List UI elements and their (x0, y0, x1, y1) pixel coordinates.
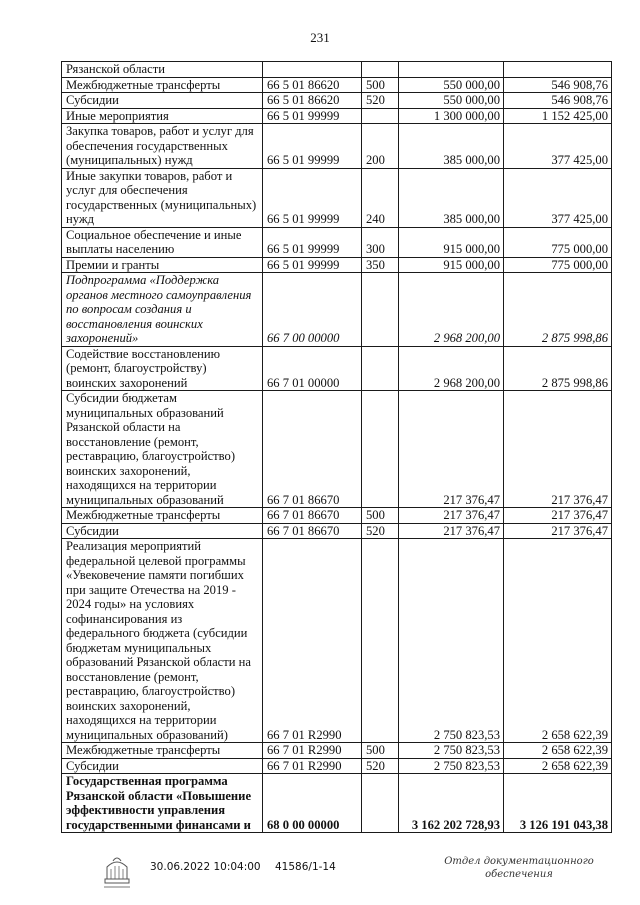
table-row (62, 391, 612, 508)
row-fact-cell: 775 000,00 (504, 257, 612, 273)
row-code-cell: 66 5 01 99999 (263, 227, 362, 257)
seal-emblem-icon (100, 849, 134, 889)
row-name-cell: Рязанской области (62, 62, 263, 78)
row-plan-cell: 1 300 000,00 (399, 108, 504, 124)
row-code-cell: 66 5 01 99999 (263, 168, 362, 227)
table-body (62, 62, 612, 833)
row-plan-cell (399, 62, 504, 78)
row-name-cell: Субсидии (62, 758, 263, 774)
table-row (62, 124, 612, 169)
row-code-cell: 66 7 01 R2990 (263, 743, 362, 759)
row-code-cell: 66 5 01 99999 (263, 124, 362, 169)
page-footer (0, 849, 640, 905)
row-plan-cell: 550 000,00 (399, 93, 504, 109)
row-vr-cell: 500 (362, 508, 399, 524)
row-fact-cell: 2 658 622,39 (504, 743, 612, 759)
row-plan-cell: 385 000,00 (399, 168, 504, 227)
row-fact-cell: 2 658 622,39 (504, 539, 612, 743)
row-name-cell: Межбюджетные трансферты (62, 77, 263, 93)
table-row (62, 346, 612, 391)
table-row (62, 257, 612, 273)
table-row (62, 273, 612, 347)
table-row (62, 508, 612, 524)
row-fact-cell: 546 908,76 (504, 93, 612, 109)
row-code-cell: 66 7 01 86670 (263, 523, 362, 539)
row-fact-cell: 377 425,00 (504, 168, 612, 227)
table-row (62, 93, 612, 109)
row-code-cell: 66 7 00 00000 (263, 273, 362, 347)
row-vr-cell (362, 346, 399, 391)
row-plan-cell: 2 750 823,53 (399, 743, 504, 759)
row-plan-cell: 217 376,47 (399, 391, 504, 508)
row-code-cell: 66 5 01 99999 (263, 108, 362, 124)
row-vr-cell: 240 (362, 168, 399, 227)
row-name-cell: Межбюджетные трансферты (62, 743, 263, 759)
table-row (62, 523, 612, 539)
row-name-cell: Иные закупки товаров, работ и услуг для обеспечения государственных (муниципальных) нужд (62, 168, 263, 227)
footer-timestamp: 30.06.2022 10:04:00 (150, 861, 261, 873)
row-plan-cell: 385 000,00 (399, 124, 504, 169)
row-code-cell: 66 5 01 99999 (263, 257, 362, 273)
footer-stamp-text (444, 855, 594, 881)
row-vr-cell: 500 (362, 743, 399, 759)
row-code-cell: 66 7 01 86670 (263, 391, 362, 508)
footer-doc-number: 41586/1-14 (275, 861, 336, 873)
table-row (62, 743, 612, 759)
row-plan-cell: 550 000,00 (399, 77, 504, 93)
row-plan-cell: 915 000,00 (399, 227, 504, 257)
table-row (62, 758, 612, 774)
row-fact-cell: 217 376,47 (504, 523, 612, 539)
row-plan-cell: 2 968 200,00 (399, 273, 504, 347)
row-name-cell: Премии и гранты (62, 257, 263, 273)
row-vr-cell (362, 774, 399, 833)
row-fact-cell: 217 376,47 (504, 391, 612, 508)
row-fact-cell: 217 376,47 (504, 508, 612, 524)
row-code-cell (263, 62, 362, 78)
row-fact-cell (504, 62, 612, 78)
row-fact-cell: 2 875 998,86 (504, 273, 612, 347)
row-plan-cell: 217 376,47 (399, 508, 504, 524)
row-fact-cell: 3 126 191 043,38 (504, 774, 612, 833)
row-code-cell: 66 5 01 86620 (263, 77, 362, 93)
row-fact-cell: 377 425,00 (504, 124, 612, 169)
row-name-cell: Государственная программа Рязанской области «Повышение эффективности управления государственными финансами и (62, 774, 263, 833)
row-name-cell: Субсидии (62, 93, 263, 109)
table-row (62, 77, 612, 93)
row-vr-cell (362, 108, 399, 124)
table-row (62, 227, 612, 257)
row-fact-cell: 775 000,00 (504, 227, 612, 257)
row-code-cell: 66 5 01 86620 (263, 93, 362, 109)
row-name-cell: Межбюджетные трансферты (62, 508, 263, 524)
row-plan-cell: 2 750 823,53 (399, 758, 504, 774)
row-name-cell: Реализация мероприятий федеральной целевой программы «Увековечение памяти погибших при защите Отечества на 2019 - 2024 годы» на условиях софинансирования из федерального бюджета (субсидии бюджетам муниципальных образований Рязанской области на восстановление (ремонт, реставрацию, благоустройство) воинских захоронений, находящихся на территории муниципальных образований) (62, 539, 263, 743)
row-plan-cell: 3 162 202 728,93 (399, 774, 504, 833)
row-vr-cell (362, 273, 399, 347)
row-fact-cell: 1 152 425,00 (504, 108, 612, 124)
stamp-line-2: обеспечения (485, 869, 553, 880)
row-vr-cell (362, 62, 399, 78)
row-name-cell: Субсидии (62, 523, 263, 539)
row-name-cell: Субсидии бюджетам муниципальных образований Рязанской области на восстановление (ремонт, реставрацию, благоустройство) воинских захоронений, находящихся на территории муниципальных образований (62, 391, 263, 508)
row-plan-cell: 217 376,47 (399, 523, 504, 539)
row-vr-cell: 520 (362, 758, 399, 774)
row-vr-cell (362, 391, 399, 508)
row-vr-cell: 350 (362, 257, 399, 273)
table-row (62, 168, 612, 227)
table-row (62, 62, 612, 78)
row-vr-cell: 520 (362, 523, 399, 539)
row-fact-cell: 2 875 998,86 (504, 346, 612, 391)
row-vr-cell: 300 (362, 227, 399, 257)
row-name-cell: Подпрограмма «Поддержка органов местного самоуправления по вопросам создания и восстановления воинских захоронений» (62, 273, 263, 347)
stamp-line-1: Отдел документационного (444, 856, 594, 867)
row-plan-cell: 915 000,00 (399, 257, 504, 273)
row-vr-cell: 500 (362, 77, 399, 93)
row-vr-cell: 200 (362, 124, 399, 169)
table-row (62, 108, 612, 124)
table-row (62, 774, 612, 833)
row-plan-cell: 2 968 200,00 (399, 346, 504, 391)
row-name-cell: Содействие восстановлению (ремонт, благоустройству) воинских захоронений (62, 346, 263, 391)
row-fact-cell: 2 658 622,39 (504, 758, 612, 774)
row-name-cell: Социальное обеспечение и иные выплаты населению (62, 227, 263, 257)
row-code-cell: 66 7 01 00000 (263, 346, 362, 391)
row-name-cell: Иные мероприятия (62, 108, 263, 124)
row-name-cell: Закупка товаров, работ и услуг для обеспечения государственных (муниципальных) нужд (62, 124, 263, 169)
budget-table (61, 61, 612, 833)
row-code-cell: 68 0 00 00000 (263, 774, 362, 833)
row-vr-cell: 520 (362, 93, 399, 109)
row-vr-cell (362, 539, 399, 743)
row-code-cell: 66 7 01 R2990 (263, 758, 362, 774)
table-row (62, 539, 612, 743)
page-number: 231 (310, 30, 330, 45)
row-code-cell: 66 7 01 86670 (263, 508, 362, 524)
row-fact-cell: 546 908,76 (504, 77, 612, 93)
row-plan-cell: 2 750 823,53 (399, 539, 504, 743)
row-code-cell: 66 7 01 R2990 (263, 539, 362, 743)
